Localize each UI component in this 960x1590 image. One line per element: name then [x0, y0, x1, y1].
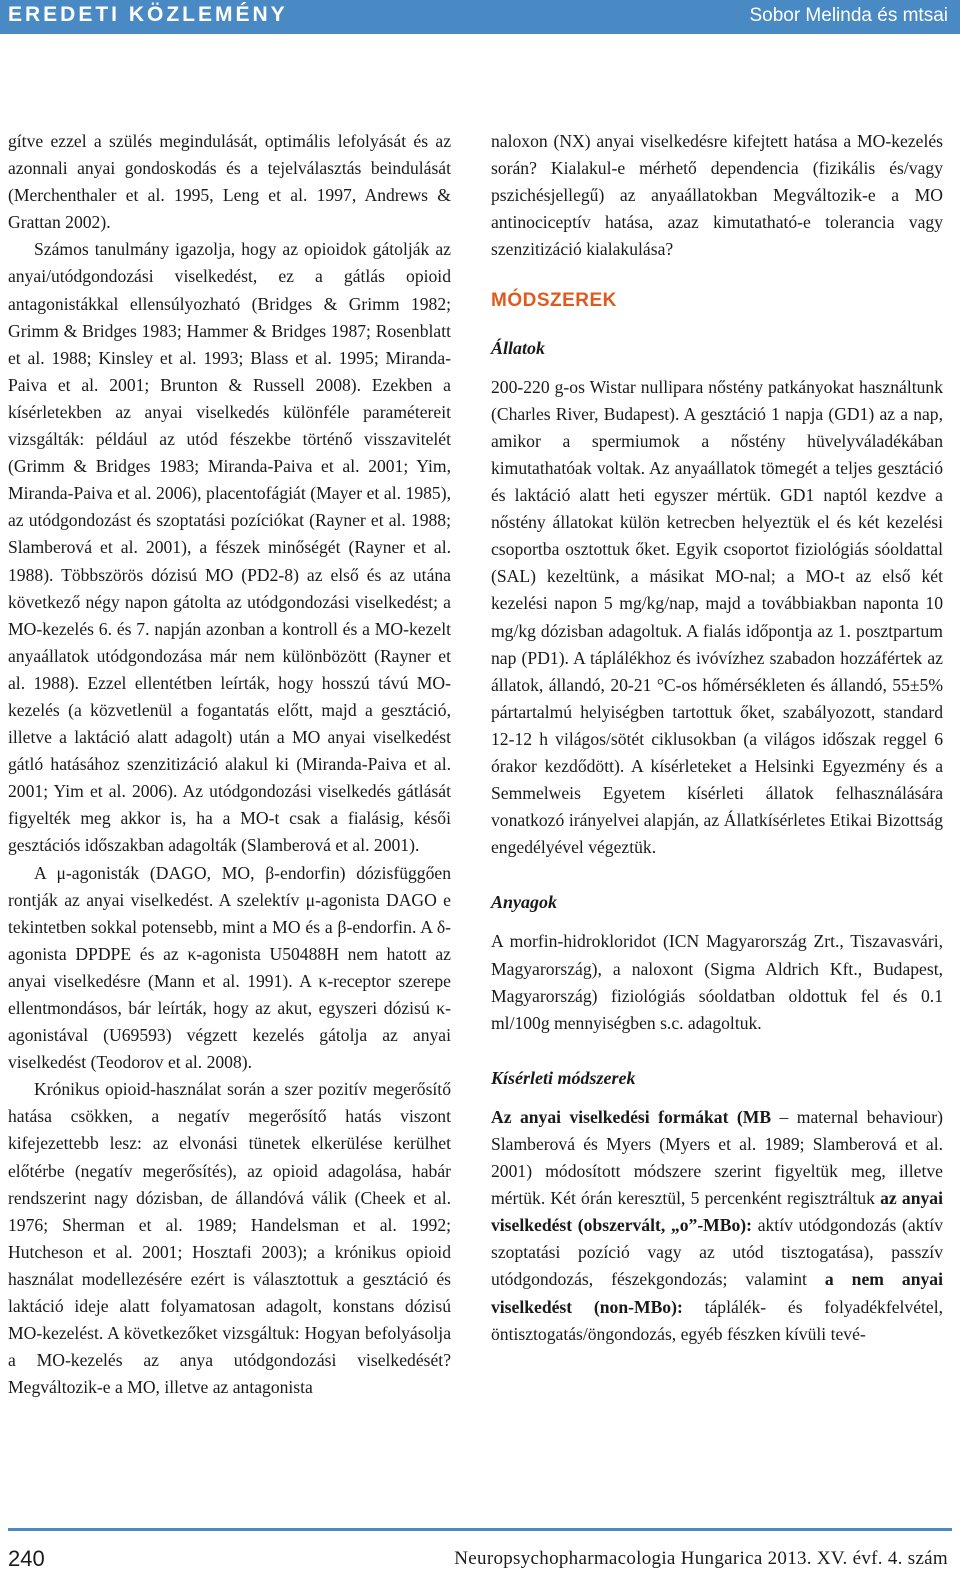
- methods-text-1: – maternal behaviour) Slamberová és Myers (Myers et al. 1989; Slamberová et al. 2001) módosított módszere szerint figyeltük meg, illetve mértük. Két órán keresztül, 5 percenként regisztráltuk: [491, 1106, 943, 1209]
- footer-rule: [8, 1528, 952, 1531]
- methods-paragraph: [491, 1104, 943, 1348]
- journal-citation: Neuropsychopharmacologia Hungarica 2013. XV. évf. 4. szám: [454, 1548, 948, 1569]
- subheading-animals: Állatok: [491, 337, 546, 358]
- right-column: [491, 128, 943, 1348]
- methods-bold-3: a nem anyai viselkedést (non-MBo):: [491, 1269, 943, 1317]
- right-paragraph-1: naloxon (NX) anyai viselkedésre kifejtett hatása a MO-kezelés során? Kialakul-e mérhető dependencia (fizikális és/vagy pszichésjellegű) az anyaállatokban Megváltozik-e a MO antinociceptív hatása, azaz kimutatható-e tolerancia vagy szenzitizáció kialakulása?: [491, 131, 943, 260]
- subheading-methods: Kísérleti módszerek: [491, 1067, 636, 1088]
- methods-text-3: táplálék- és folyadékfelvétel, öntisztogatás/öngondozás, egyéb fészken kívüli tevé-: [491, 1296, 943, 1344]
- section-label: EREDETI KÖZLEMÉNY: [8, 3, 288, 26]
- section-title-methods: MÓDSZEREK: [491, 290, 617, 312]
- methods-text-2: aktív utódgondozás (aktív szoptatási pozíció vagy az utód tisztogatása), passzív utódgondozás, fészekgondozás; valamint: [491, 1215, 943, 1290]
- methods-bold-1: Az anyai viselkedési formákat (MB: [491, 1106, 772, 1127]
- page-number: 240: [8, 1546, 45, 1571]
- left-paragraph-4: Krónikus opioid-használat során a szer pozitív megerősítő hatása csökken, a negatív megerősítő hatás viszont kifejezettebb lesz: az elvonási tünetek elkerülése kerülhet előtérbe (negatív megerősítés), az opioid adagolása, habár rendszerint nagy dózisban, de állandóvá válik (Cheek et al. 1976; Sherman et al. 1989; Handelsman et al. 1992; Hutcheson et al. 2001; Hosztafi 2003); a krónikus opioid használat modellezésére ezért is választottuk a gesztáció és laktáció ideje alatt folyamatosan adagolt, konstans dózisú MO-kezelést. A következőket vizsgáltuk: Hogyan befolyásolja a MO-kezelés az anya utódgondozási viselkedését? Megváltozik-e a MO, illetve az antagonista: [8, 1079, 451, 1398]
- left-column: [8, 128, 451, 1401]
- header-authors: Sobor Melinda és mtsai: [749, 5, 948, 26]
- subheading-materials: Anyagok: [491, 892, 558, 913]
- left-paragraph-3: A μ-agonisták (DAGO, MO, β-endorfin) dózisfüggően rontják az anyai viselkedést. A szelektív μ-agonista DAGO e tekintetben sokkal potensebb, mint a MO és a β-endorfin. A δ-agonista DPDPE és az κ-agonista U50488H nem hatott az anyai viselkedésre (Mann et al. 1991). A κ-receptor szerepe ellentmondásos, bár leírták, hogy az akut, egyszeri dózisú κ-agonistával (U69593) végzett kezelés gátolja az anyai viselkedést (Teodorov et al. 2008).: [8, 862, 451, 1073]
- materials-paragraph: A morfin-hidrokloridot (ICN Magyarország Zrt., Tiszavasvári, Magyarország), a naloxont (Sigma Aldrich Kft., Budapest, Magyarország) fiziológiás sóoldatban oldottuk fel és 0.1 ml/100g mennyiségben s.c. adagoltuk.: [491, 931, 943, 1033]
- methods-bold-2: az anyai viselkedést (obszervált, „o”-MBo):: [491, 1188, 943, 1236]
- animals-paragraph: 200-220 g-os Wistar nullipara nőstény patkányokat használtunk (Charles River, Budapest). A gesztáció 1 napja (GD1) az a nap, amikor a spermiumok a nőstény hüvelyváladékában kimutathatóak voltak. Az anyaállatok tömegét a teljes gesztáció és laktáció alatt heti egyszer mértük. GD1 naptól kezdve a nőstény állatokat külön ketrecben helyeztük el és két kezelési csoportba osztottuk őket. Egyik csoportot fiziológiás sóoldattal (SAL) kezeltünk, a másikat MO-nal; a MO-t az első két kezelési napon 5 mg/kg/nap, majd a továbbiakban naponta 10 mg/kg dózisban adagoltuk. A fialás időpontja az 1. posztpartum nap (PD1). A táplálékhoz és ivóvízhez szabadon hozzáfértek az állatok, állandó, 20-21 °C-os hőmérsékleten és állandó, 55±5% pártartalmú helyiségben tartottuk őket, szabályozott, standard 12-12 h világos/sötét ciklusokban (a világos időszak reggel 6 órakor kezdődött). A kísérleteket a Helsinki Egyezmény és a Semmelweis Egyetem kísérleti állatok felhasználására vonatkozó irányelvei alapján, az Állatkísérletes Etikai Bizottság engedélyével végeztük.: [491, 376, 943, 858]
- left-paragraph-2: Számos tanulmány igazolja, hogy az opioidok gátolják az anyai/utódgondozási viselkedést, ez a gátlás opioid antagonistákkal ellensúlyozható (Bridges & Grimm 1982; Grimm & Bridges 1983; Hammer & Bridges 1987; Rosenblatt et al. 1988; Kinsley et al. 1993; Blass et al. 1995; Miranda-Paiva et al. 2001; Brunton & Russell 2008). Ezekben a kísérletekben az anyai viselkedés különféle paramétereit vizsgálták: például az utód fészekbe történő visszavitelét (Grimm & Bridges 1983; Miranda-Paiva et al. 2001; Yim, Miranda-Paiva et al. 2006), placentofágiát (Mayer et al. 1985), az utódgondozást és szoptatási pozíciókat (Rayner et al. 1988; Slamberová et al. 2001), a fészek minőségét (Rayner et al. 1988). Többszörös dózisú MO (PD2-8) az első és az utána következő négy napon gátolta az utódgondozási viselkedést; a MO-kezelés 6. és 7. napján azonban a kontroll és a MO-kezelt anyaállatok utódgondozása már nem különbözött (Rayner et al. 1988). Ezzel ellentétben leírták, hogy hosszú távú MO-kezelés (a közvetlenül a fogantatás előtt, majd a gesztáció, illetve a laktáció alatt adagolt) után a MO anyai viselkedést gátló hatásához szenzitizáció alakul ki (Miranda-Paiva et al. 2001; Yim et al. 2006). Az utódgondozási viselkedés gátlását figyelték meg akkor is, ha a MO-t csak a fialásig, késői gesztációs időszakban adagolták (Slamberová et al. 2001).: [8, 239, 451, 856]
- left-paragraph-1: gítve ezzel a szülés megindulását, optimális lefolyását és az azonnali anyai gondoskodás és a tejelválasztás beindulását (Merchenthaler et al. 1995, Leng et al. 1997, Andrews & Grattan 2002).: [8, 131, 451, 233]
- running-header: [0, 0, 960, 34]
